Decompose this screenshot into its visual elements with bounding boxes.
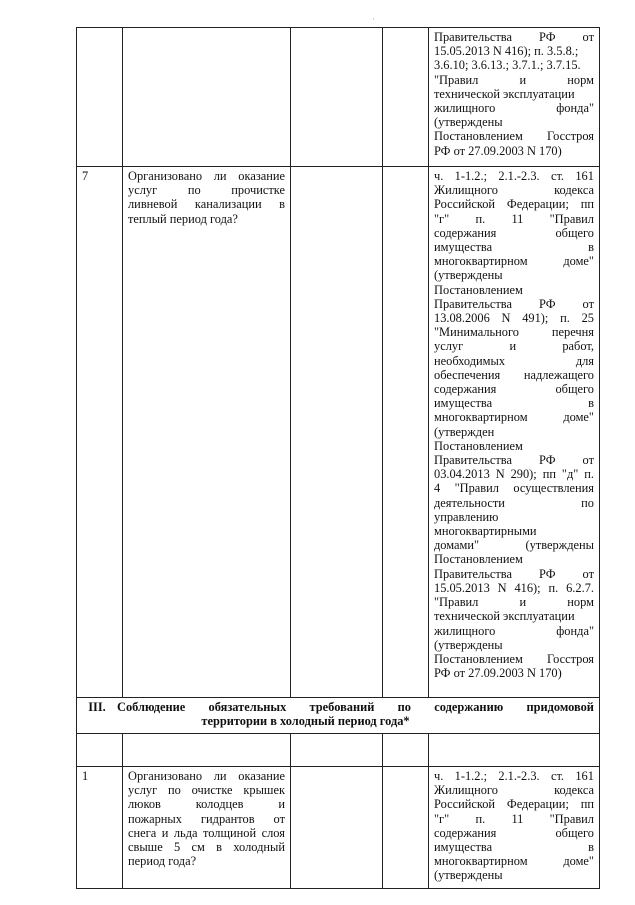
text-line: Постановлением — [434, 552, 523, 567]
text-line: 15.05.2013 N 416); п. 3.5.8.; — [434, 44, 579, 59]
text-line — [434, 354, 594, 368]
word: ст. — [550, 769, 565, 783]
word: "г" — [434, 211, 450, 226]
word: имущества — [434, 240, 493, 255]
word: 1-1.2.; — [454, 169, 488, 183]
word: прочистке — [231, 183, 285, 198]
word: 15.05.2013 — [434, 580, 490, 595]
text-line: (утверждены — [434, 637, 503, 652]
text-line — [434, 595, 594, 609]
word: фонда" — [556, 623, 594, 638]
word: Организовано — [128, 769, 203, 783]
empty-cell — [291, 734, 383, 767]
word: "д" — [561, 467, 579, 482]
word: в — [588, 240, 594, 255]
word: Жилищного — [434, 783, 498, 798]
word: общего — [555, 825, 594, 840]
word: Госстроя — [547, 129, 594, 144]
text-line — [434, 769, 594, 783]
word: N — [497, 580, 507, 595]
word: домами" — [434, 538, 480, 553]
word: и — [161, 825, 169, 840]
word: работ, — [562, 339, 594, 354]
row-number-cell — [77, 28, 123, 167]
word: Организовано — [128, 169, 203, 183]
text-line: управлению — [434, 509, 499, 524]
word: гидрантов — [200, 811, 255, 826]
word: содержания — [434, 825, 497, 840]
text-line — [434, 339, 594, 353]
word: жилищного — [434, 101, 496, 116]
word: п. — [548, 580, 559, 595]
text-line: период года? — [128, 854, 197, 869]
word: 11 — [511, 811, 524, 826]
word: требований — [309, 700, 375, 714]
word: ч. — [434, 169, 444, 183]
section-title-line: территории в холодный период года* — [201, 714, 410, 729]
word: крышек — [243, 783, 285, 798]
word: содержания — [434, 225, 497, 240]
word: Правительства — [434, 30, 512, 44]
text-line — [128, 183, 285, 197]
text-line — [434, 396, 594, 410]
requirements-table — [76, 27, 600, 889]
word: от — [582, 566, 594, 581]
empty-cell — [383, 167, 429, 698]
empty-cell — [123, 734, 291, 767]
word: ч. — [434, 769, 444, 783]
text-line — [128, 169, 285, 183]
word: норм — [567, 595, 594, 610]
text-line — [434, 581, 594, 595]
word: 1-1.2.; — [454, 769, 488, 783]
text-line — [434, 652, 594, 666]
word: 161 — [575, 169, 594, 183]
question-cell — [123, 28, 291, 167]
word: и — [509, 339, 517, 354]
word: Правительства — [434, 566, 512, 581]
word: очистке — [191, 783, 233, 798]
word: Российской — [434, 197, 496, 212]
empty-cell — [383, 28, 429, 167]
text-line — [128, 197, 285, 211]
word: РФ — [539, 566, 556, 581]
word: в — [216, 840, 223, 855]
word: ли — [213, 169, 227, 183]
text-line — [434, 410, 594, 424]
word: услуг — [128, 783, 158, 798]
text-line — [434, 311, 594, 325]
text-line — [434, 297, 594, 311]
text-line — [434, 325, 594, 339]
section-heading-row — [77, 698, 600, 734]
empty-cell — [383, 734, 429, 767]
text-line — [434, 240, 594, 254]
word: общего — [555, 382, 594, 397]
text-line — [434, 129, 594, 143]
word: РФ — [539, 453, 556, 468]
section-heading-cell — [77, 698, 600, 734]
word: кодекса — [554, 183, 594, 198]
word: обязательных — [208, 700, 287, 714]
text-line — [128, 812, 285, 826]
empty-cell — [291, 28, 383, 167]
word: 290); — [510, 467, 537, 482]
section-number: III. — [88, 700, 106, 714]
text-line — [434, 254, 594, 268]
word: содержания — [434, 382, 497, 397]
word: деятельности — [434, 495, 505, 510]
word: пп — [580, 797, 594, 812]
text-line — [128, 769, 285, 783]
word: многоквартирном — [434, 410, 528, 425]
word: необходимых — [434, 353, 506, 368]
word: Правительства — [434, 453, 512, 468]
word: 6.2.7. — [566, 580, 594, 595]
word: 03.04.2013 — [434, 467, 490, 482]
word: обеспечения — [434, 367, 501, 382]
text-line — [434, 169, 594, 183]
table-row — [77, 167, 600, 698]
word: услуг — [128, 183, 158, 198]
text-line — [434, 226, 594, 240]
empty-cell — [291, 767, 383, 889]
word: "Правил — [434, 72, 479, 87]
word: канализации — [194, 197, 262, 212]
word: Федерации; — [506, 797, 569, 812]
word: толщиной — [203, 825, 257, 840]
word: доме" — [563, 410, 594, 425]
word: пожарных — [128, 811, 182, 826]
word: Жилищного — [434, 183, 498, 198]
text-line: РФ от 27.09.2003 N 170) — [434, 143, 562, 158]
word: оказание — [238, 769, 285, 783]
word: доме" — [563, 254, 594, 269]
word: 11 — [511, 211, 524, 226]
scan-mark: · — [372, 14, 375, 24]
text-line — [434, 73, 594, 87]
word: норм — [567, 72, 594, 87]
word: Соблюдение — [117, 700, 186, 714]
word: ли — [213, 769, 227, 783]
word: снега — [128, 825, 157, 840]
word: доме" — [563, 854, 594, 869]
text-line: Постановлением — [434, 282, 523, 297]
text-line: технической эксплуатации — [434, 86, 575, 101]
word: 4 — [434, 481, 441, 496]
text-line — [434, 101, 594, 115]
text-line — [434, 368, 594, 382]
word: в — [279, 197, 285, 212]
empty-cell — [291, 167, 383, 698]
text-line: (утвержден — [434, 424, 495, 439]
section-title-line — [117, 700, 594, 714]
text-line — [434, 481, 594, 495]
word: "Минимального — [434, 325, 519, 340]
word: фонда" — [556, 101, 594, 116]
legal-basis-cell — [429, 28, 600, 167]
word: для — [575, 353, 594, 368]
word: от — [273, 811, 285, 826]
text-line — [434, 854, 594, 868]
word: по — [168, 783, 181, 798]
word: Госстроя — [547, 651, 594, 666]
word: Российской — [434, 797, 496, 812]
row-number: 7 — [82, 169, 89, 183]
word: N — [501, 311, 511, 326]
table-row — [77, 767, 600, 889]
word: см — [191, 840, 205, 855]
word: по — [187, 183, 201, 198]
text-line — [128, 783, 285, 797]
word: многоквартирном — [434, 254, 528, 269]
word: Постановлением — [434, 651, 523, 666]
word: пп — [580, 197, 594, 212]
word: содержанию — [434, 700, 504, 714]
word: оказание — [238, 169, 285, 183]
word: "Правил — [549, 811, 594, 826]
text-line — [434, 826, 594, 840]
text-line — [434, 183, 594, 197]
word: кодекса — [554, 783, 594, 798]
word: "Правил — [434, 595, 479, 610]
row-number-cell — [77, 767, 123, 889]
word: (утверждены — [525, 538, 594, 553]
word: п. — [584, 467, 594, 482]
word: слоя — [261, 825, 285, 840]
word: льда — [173, 825, 198, 840]
text-line: РФ от 27.09.2003 N 170) — [434, 666, 562, 681]
word: и — [519, 595, 527, 610]
text-line — [434, 624, 594, 638]
word: "Правил — [549, 211, 594, 226]
word: в — [588, 840, 594, 855]
empty-cell — [77, 734, 123, 767]
word: люков — [128, 797, 161, 812]
text-line — [434, 567, 594, 581]
word: придомовой — [526, 700, 594, 714]
word: свыше — [128, 840, 163, 855]
text-line — [128, 826, 285, 840]
word: РФ — [539, 30, 556, 44]
text-line — [434, 453, 594, 467]
word: от — [582, 453, 594, 468]
word: и — [278, 797, 285, 812]
legal-basis-cell — [429, 767, 600, 889]
text-line — [434, 197, 594, 211]
row-number: 1 — [82, 769, 89, 783]
empty-cell — [383, 767, 429, 889]
text-line — [434, 212, 594, 226]
spacer-row — [77, 734, 600, 767]
word: "г" — [434, 811, 450, 826]
text-line — [434, 783, 594, 797]
word: жилищного — [434, 623, 496, 638]
empty-cell — [429, 734, 600, 767]
word: ливневой — [128, 197, 178, 212]
word: по — [397, 700, 411, 714]
text-line: технической эксплуатации — [434, 609, 575, 624]
text-line: 3.6.10; 3.6.13.; 3.7.1.; 3.7.15. — [434, 58, 581, 73]
word: имущества — [434, 840, 493, 855]
word: "Правил — [454, 481, 499, 496]
question-cell — [123, 167, 291, 698]
word: по — [581, 495, 594, 510]
word: Федерации; — [506, 197, 569, 212]
word: 2.1.-2.3. — [498, 169, 540, 183]
word: перечня — [551, 325, 594, 340]
word: надлежащего — [523, 367, 594, 382]
word: п. — [475, 811, 486, 826]
text-line — [128, 840, 285, 854]
text-line — [434, 538, 594, 552]
word: общего — [555, 225, 594, 240]
text-line — [434, 840, 594, 854]
word: п. — [560, 311, 570, 326]
text-line — [434, 797, 594, 811]
word: 25 — [581, 311, 594, 326]
text-line: (утверждены — [434, 868, 503, 883]
text-line: многоквартирными — [434, 524, 537, 539]
text-line — [434, 812, 594, 826]
word: осуществления — [513, 481, 594, 496]
word: 416); — [514, 580, 541, 595]
word: услуг — [434, 339, 464, 354]
word: 5 — [174, 840, 181, 855]
word: 161 — [575, 769, 594, 783]
word: РФ — [539, 296, 556, 311]
text-line: Постановлением — [434, 438, 523, 453]
word: 2.1.-2.3. — [498, 769, 540, 783]
text-line: (утверждены — [434, 115, 503, 130]
word: 13.08.2006 — [434, 311, 490, 326]
text-line — [128, 797, 285, 811]
legal-basis-cell — [429, 167, 600, 698]
word: п. — [475, 211, 486, 226]
text-line — [434, 467, 594, 481]
text-line: теплый период года? — [128, 211, 238, 226]
text-line: (утверждены — [434, 268, 503, 283]
question-cell — [123, 767, 291, 889]
text-line — [434, 30, 594, 44]
word: N — [495, 467, 505, 482]
word: в — [588, 396, 594, 411]
word: колодцев — [195, 797, 244, 812]
word: имущества — [434, 396, 493, 411]
word: многоквартирном — [434, 854, 528, 869]
word: Правительства — [434, 296, 512, 311]
word: 491); — [522, 311, 549, 326]
row-number-cell — [77, 167, 123, 698]
word: ст. — [550, 169, 565, 183]
word: от — [582, 30, 594, 44]
word: холодный — [233, 840, 285, 855]
word: пп — [542, 467, 556, 482]
table-row — [77, 28, 600, 167]
text-line — [434, 496, 594, 510]
word: Постановлением — [434, 129, 523, 144]
word: от — [582, 296, 594, 311]
word: и — [519, 72, 527, 87]
text-line — [434, 382, 594, 396]
